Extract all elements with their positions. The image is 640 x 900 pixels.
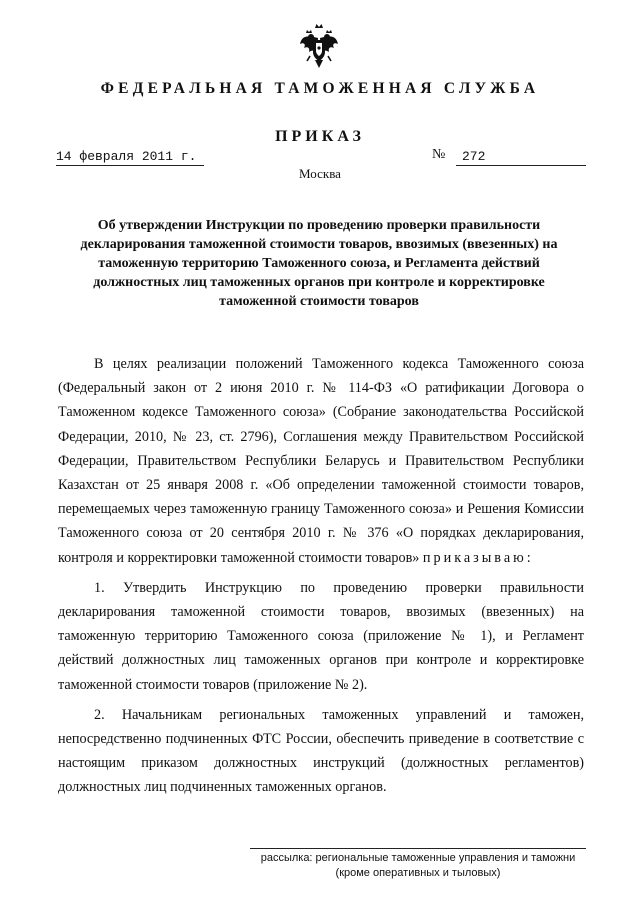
preamble-paragraph — [58, 352, 584, 570]
preamble-text: В целях реализации положений Таможенного кодекса Таможенного союза (Федеральный закон от 2 июня 2010 г. № 114-ФЗ «О ратификации Договора о Таможенном кодексе Таможенного союза» (Собрание законодательства Российской Федерации, 2010, № 23, ст. 2796), Соглашения между Правительством Российской Федерации, Правительством Республики Беларусь и Правительством Республики Казахстан от 25 января 2008 г. «Об определении таможенной стоимости товаров, перемещаемых через таможенную границу Таможенного союза» и Решения Комиссии Таможенного союза от 20 сентября 2010 г. № 376 «О порядках декларирования, контроля и корректировки таможенной стоимости товаров» — [58, 356, 584, 566]
order-date: 14 февраля 2011 г. — [56, 149, 204, 166]
order-subject: Об утверждении Инструкции по проведению проверки правильности декларирования таможенной стоимости товаров, ввозимых (ввезенных) на таможенную территорию Таможенного союза, и Регламента действий должностных лиц таможенных органов при контроле и корректировке таможенной стоимости товаров — [80, 218, 558, 309]
order-item-1: 1. Утвердить Инструкцию по проведению проверки правильности декларирования таможенной стоимости товаров, ввозимых (ввезенных) на таможенную территорию Таможенного союза (приложение № 1), и Регламент действий должностных лиц таможенных органов при контроле и корректировке таможенной стоимости товаров (приложение № 2). — [58, 579, 584, 693]
order-number-label: № — [432, 147, 446, 162]
distribution-line-1: рассылка: региональные таможенные управления и таможни — [260, 852, 576, 864]
agency-name: ФЕДЕРАЛЬНАЯ ТАМОЖЕННАЯ СЛУЖБА — [100, 80, 540, 97]
distribution-line-2: (кроме оперативных и тыловых) — [335, 867, 501, 879]
document-type: ПРИКАЗ — [275, 128, 365, 145]
order-number: 272 — [456, 149, 586, 166]
russian-coat-of-arms-icon — [298, 22, 340, 70]
order-word: приказываю: — [422, 549, 534, 566]
document-body — [58, 352, 584, 806]
order-item-2: 2. Начальникам региональных таможенных управлений и таможен, непосредственно подчиненных ФТС России, обеспечить приведение в соответствие с настоящим приказом должностных инструкций (должностных регламентов) должностных лиц подчиненных таможенных органов. — [58, 706, 584, 796]
city: Москва — [299, 166, 341, 181]
distribution-note — [250, 848, 586, 881]
